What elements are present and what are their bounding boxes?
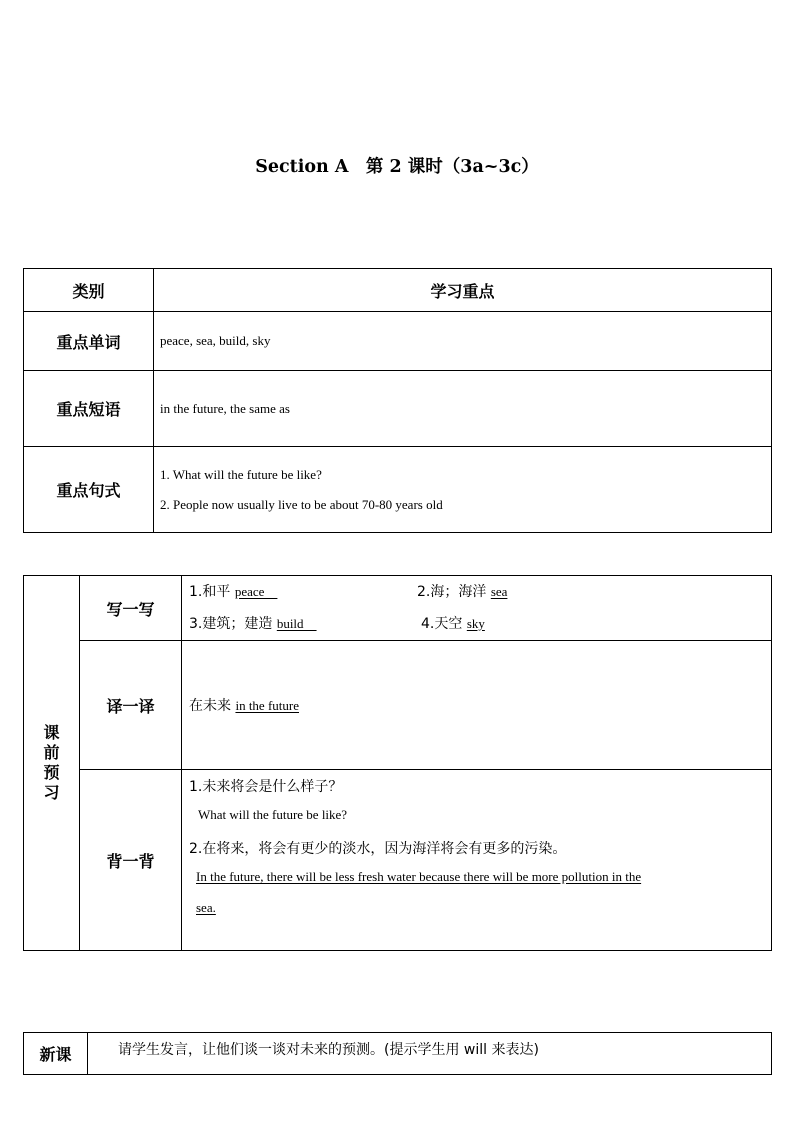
answer-build: build	[276, 616, 317, 631]
recite-answer-2-line1: In the future, there will be less fresh water because there will be more pollution in the	[196, 869, 642, 884]
new-lesson-label: 新课	[24, 1033, 88, 1075]
key-sentence-2: 2. People now usually live to be about 70-80 years old	[160, 496, 443, 512]
key-words-label: 重点单词	[24, 312, 154, 371]
recite-answer-2-line2: sea.	[196, 900, 216, 915]
preview-side-label: 课 前 预 习	[24, 576, 80, 951]
answer-sea: sea	[490, 584, 508, 599]
key-phrases-label: 重点短语	[24, 371, 154, 447]
table-row	[24, 447, 772, 533]
table-row	[24, 1033, 772, 1075]
new-lesson-content: 请学生发言，让他们谈一谈对未来的预测。(提示学生用 will 来表达)	[88, 1033, 772, 1075]
table-row	[24, 641, 772, 770]
translate-label: 译一译	[80, 641, 182, 770]
recite-content	[182, 770, 772, 951]
table-header-row	[24, 269, 772, 312]
key-words-content: peace, sea, build, sky	[154, 312, 772, 371]
key-points-table	[23, 268, 772, 533]
recite-label: 背一背	[80, 770, 182, 951]
recite-answer-1: What will the future be like?	[198, 807, 348, 822]
key-sentences-content	[154, 447, 772, 533]
write-label: 写一写	[80, 576, 182, 641]
table-row	[24, 576, 772, 641]
preview-table	[23, 575, 772, 951]
key-phrases-content: in the future, the same as	[154, 371, 772, 447]
answer-peace: peace	[234, 584, 278, 599]
header-focus: 学习重点	[154, 269, 772, 312]
key-sentence-1: 1. What will the future be like?	[160, 466, 322, 482]
translate-content: 在未来 in the future	[182, 641, 772, 770]
answer-sky: sky	[466, 616, 485, 631]
write-content: 1.和平 peace 2.海；海洋 sea 3.建筑；建造 build 4.天空 sky	[182, 576, 772, 641]
table-row	[24, 770, 772, 951]
key-sentences-label: 重点句式	[24, 447, 154, 533]
new-lesson-table	[23, 1032, 772, 1075]
header-category: 类别	[24, 269, 154, 312]
page-title: Section A 第 2 课时（3a~3c）	[255, 157, 539, 177]
answer-in-the-future: in the future	[235, 698, 299, 713]
recite-question-2: 2.在将来，将会有更少的淡水，因为海洋将会有更多的污染。	[189, 841, 567, 857]
table-row	[24, 371, 772, 447]
table-row	[24, 312, 772, 371]
recite-question-1: 1.未来将会是什么样子？	[189, 779, 343, 795]
